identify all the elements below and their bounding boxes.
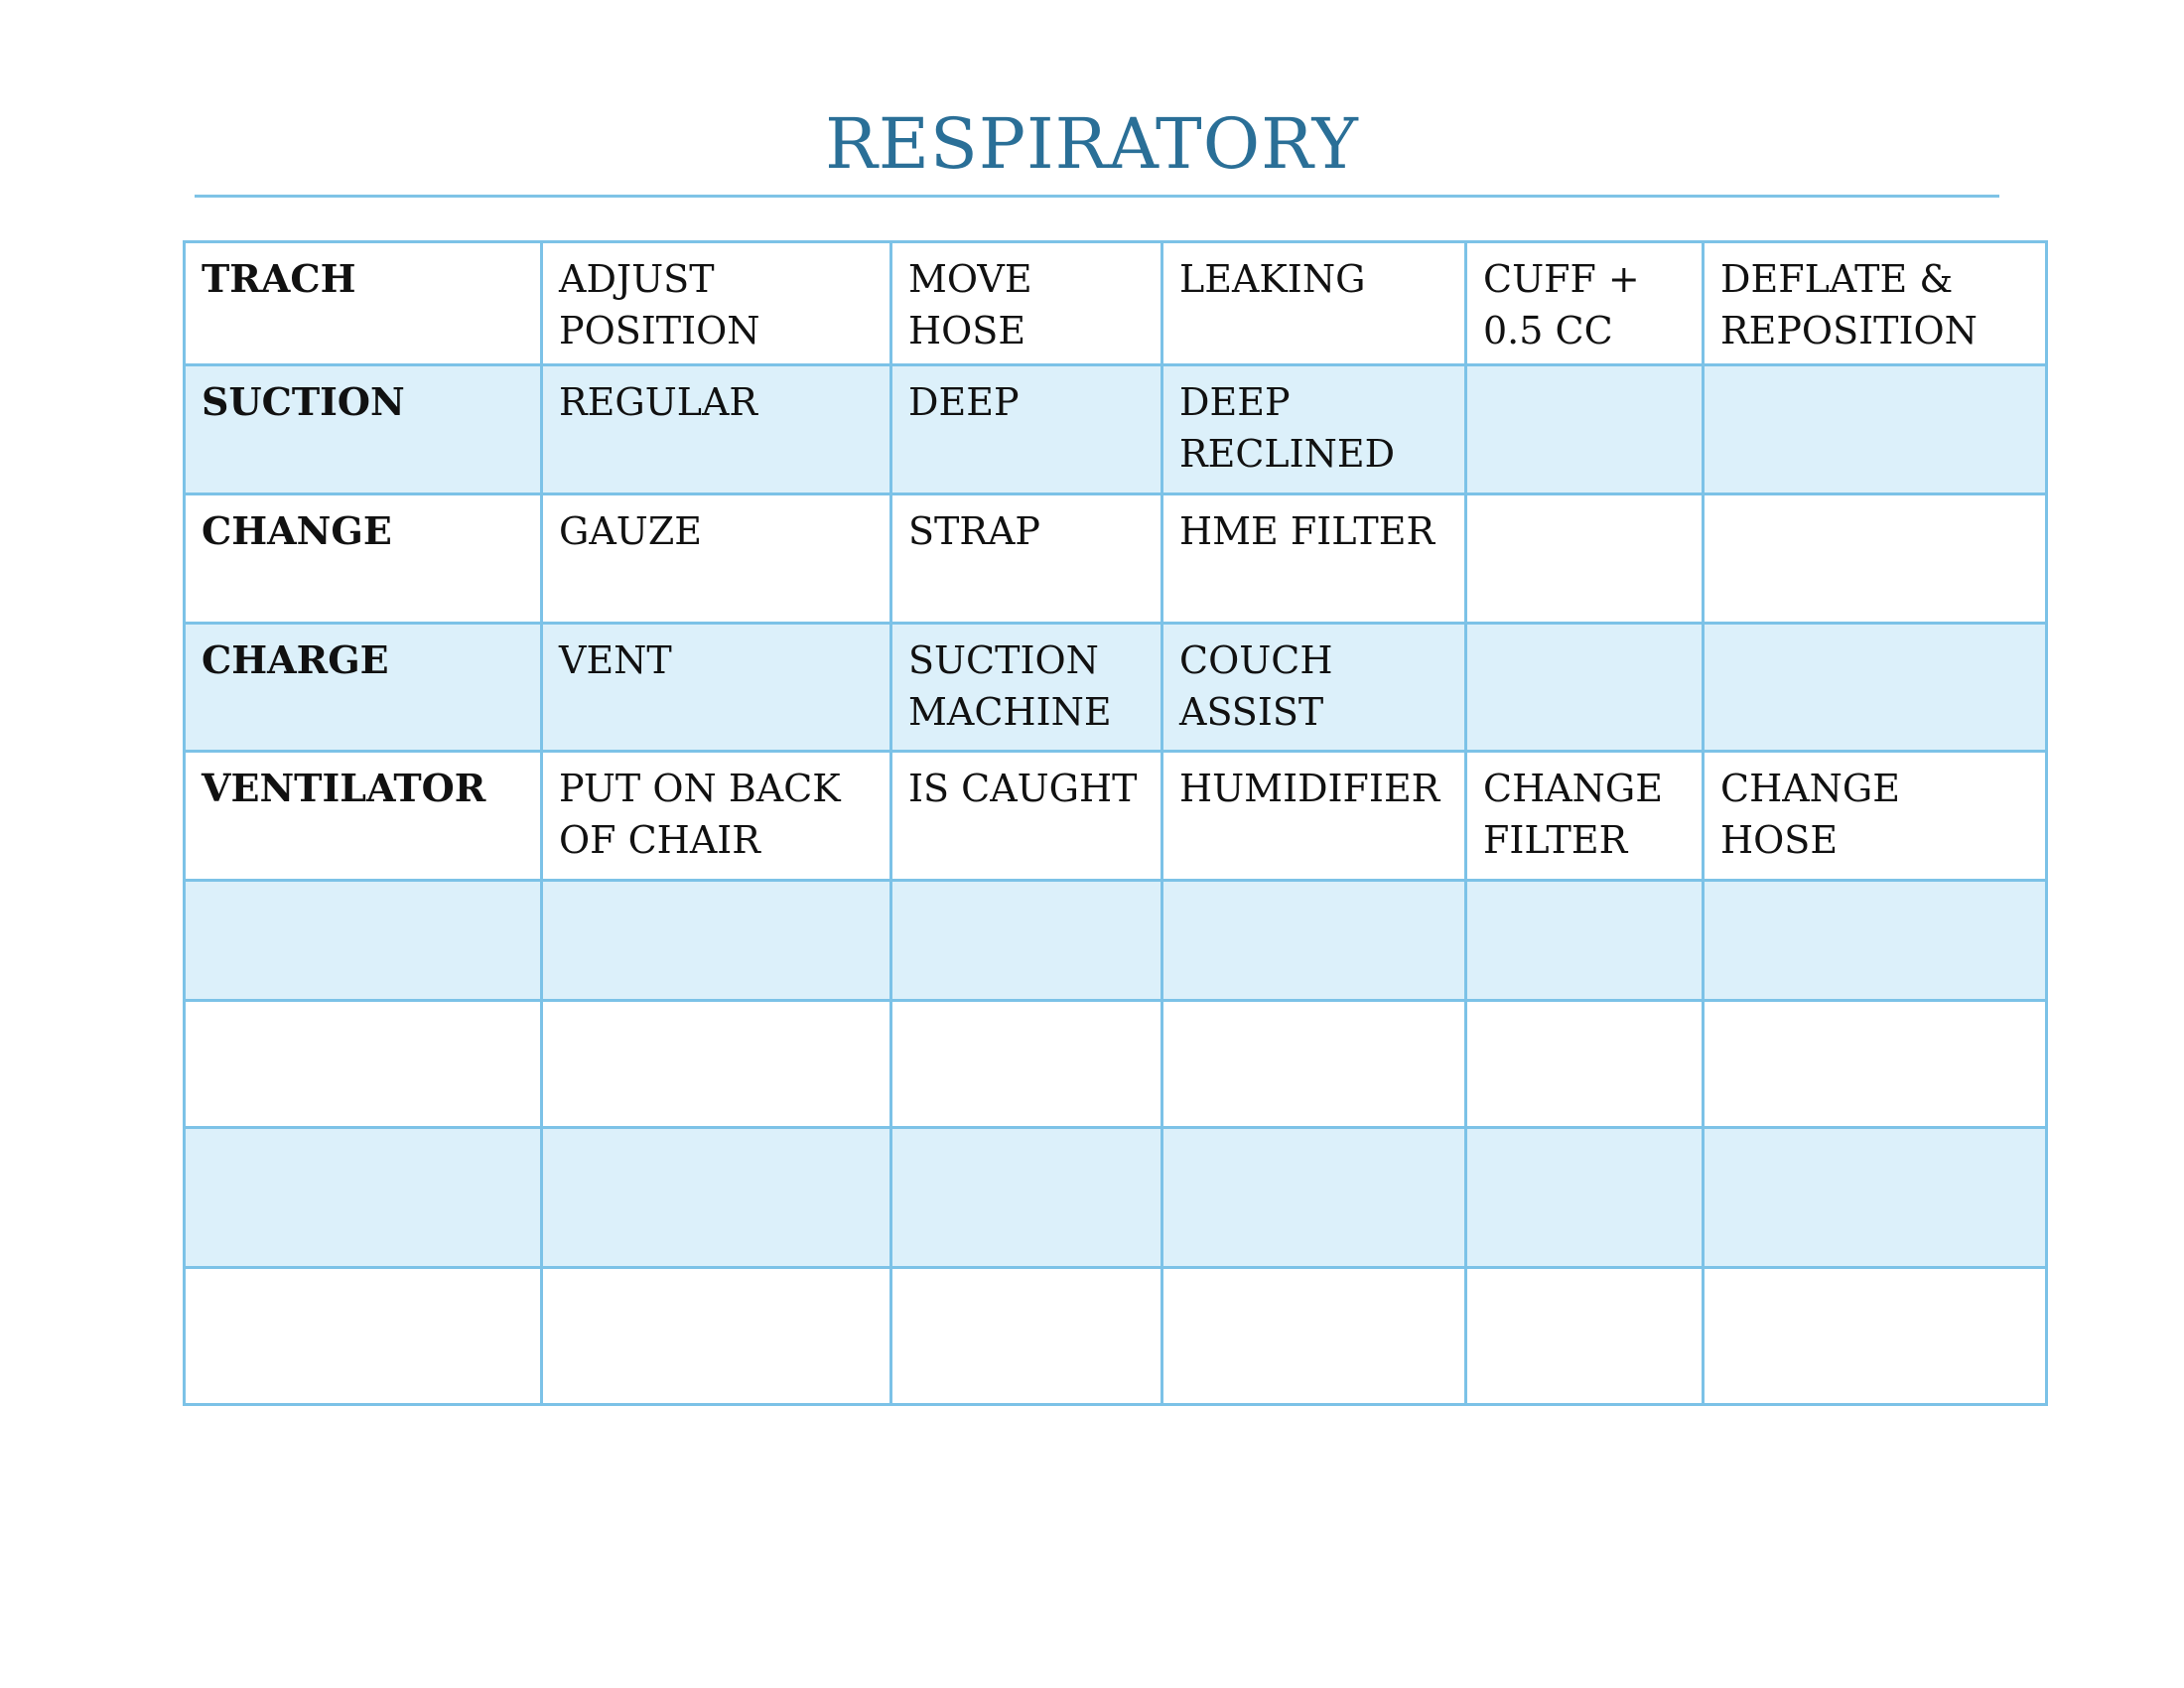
table-cell	[891, 1268, 1162, 1405]
table-cell: GAUZE	[542, 494, 891, 624]
table-cell: COUCH ASSIST	[1162, 624, 1466, 752]
table-cell	[1704, 1001, 2047, 1128]
row-header-cell	[185, 1001, 542, 1128]
table-cell	[1466, 881, 1704, 1001]
table-cell	[542, 1128, 891, 1268]
table-cell	[1162, 1268, 1466, 1405]
table-cell	[891, 881, 1162, 1001]
table-cell: LEAKING	[1162, 242, 1466, 365]
table-cell	[542, 1268, 891, 1405]
respiratory-table	[183, 240, 2048, 1406]
table-cell	[1466, 365, 1704, 494]
table-cell: CUFF + 0.5 CC	[1466, 242, 1704, 365]
row-header-cell: TRACH	[185, 242, 542, 365]
table-row	[185, 1268, 2047, 1405]
table-row	[185, 752, 2047, 881]
row-header-cell	[185, 1128, 542, 1268]
table-cell: MOVE HOSE	[891, 242, 1162, 365]
table-cell	[1466, 624, 1704, 752]
table-cell: CHANGE HOSE	[1704, 752, 2047, 881]
page-title: RESPIRATORY	[825, 103, 1359, 185]
table-cell: DEEP	[891, 365, 1162, 494]
table-row	[185, 365, 2047, 494]
table-cell	[1162, 1001, 1466, 1128]
table-cell: SUCTION MACHINE	[891, 624, 1162, 752]
row-header-cell: CHARGE	[185, 624, 542, 752]
table-cell	[1704, 881, 2047, 1001]
table-row	[185, 1128, 2047, 1268]
table-row	[185, 624, 2047, 752]
title-divider	[195, 195, 1999, 198]
table-cell: ADJUST POSITION	[542, 242, 891, 365]
row-header-cell: SUCTION	[185, 365, 542, 494]
row-header-cell	[185, 1268, 542, 1405]
table-row	[185, 242, 2047, 365]
table-cell	[1704, 624, 2047, 752]
table-row	[185, 881, 2047, 1001]
table-cell	[1704, 494, 2047, 624]
table-cell	[1162, 881, 1466, 1001]
table-cell: HME FILTER	[1162, 494, 1466, 624]
table-cell: REGULAR	[542, 365, 891, 494]
table-cell: IS CAUGHT	[891, 752, 1162, 881]
table-cell	[1704, 1128, 2047, 1268]
table-cell	[542, 1001, 891, 1128]
row-header-cell: CHANGE	[185, 494, 542, 624]
table-cell: PUT ON BACK OF CHAIR	[542, 752, 891, 881]
row-header-cell	[185, 881, 542, 1001]
table-cell	[1162, 1128, 1466, 1268]
table-cell	[1704, 1268, 2047, 1405]
table-cell	[1466, 1001, 1704, 1128]
table-cell	[1466, 1268, 1704, 1405]
table-row	[185, 1001, 2047, 1128]
table-cell	[1704, 365, 2047, 494]
table-cell: STRAP	[891, 494, 1162, 624]
table-cell: VENT	[542, 624, 891, 752]
table-cell: CHANGE FILTER	[1466, 752, 1704, 881]
table-cell: DEFLATE & REPOSITION	[1704, 242, 2047, 365]
table-cell	[542, 881, 891, 1001]
table-cell	[1466, 1128, 1704, 1268]
table-cell	[1466, 494, 1704, 624]
table-cell	[891, 1128, 1162, 1268]
row-header-cell: VENTILATOR	[185, 752, 542, 881]
table-cell: DEEP RECLINED	[1162, 365, 1466, 494]
table-cell: HUMIDIFIER	[1162, 752, 1466, 881]
table-cell	[891, 1001, 1162, 1128]
table-row	[185, 494, 2047, 624]
